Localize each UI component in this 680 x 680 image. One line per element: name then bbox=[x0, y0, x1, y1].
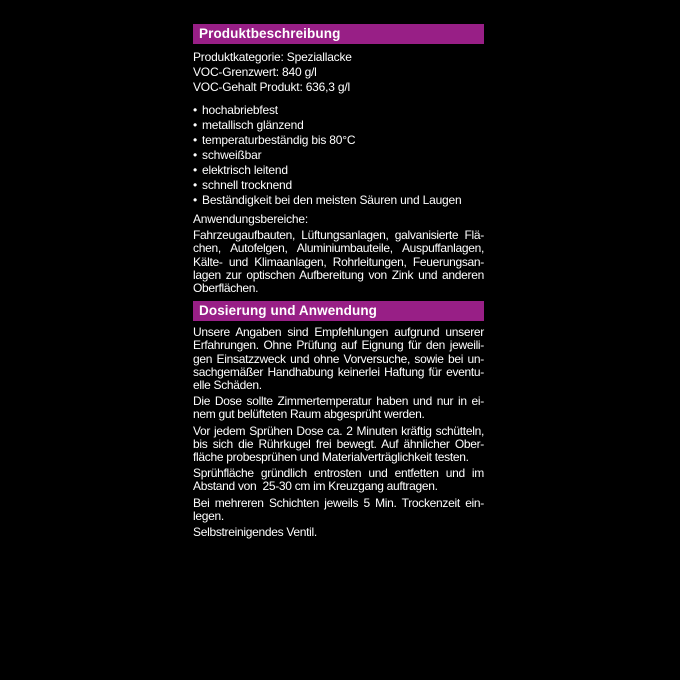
text-line: Kälte- und Klimaanlagen, Rohrleitungen, Feuerungsan- bbox=[193, 254, 484, 269]
dosage-title: Dosierung und Anwendung bbox=[199, 303, 378, 319]
paragraph bbox=[193, 395, 484, 421]
bullet-item: • schweißbar bbox=[193, 148, 484, 163]
section-product-description bbox=[193, 24, 484, 295]
product-description-header-bar bbox=[193, 24, 484, 44]
paragraph bbox=[193, 425, 484, 465]
text-line: Fahrzeugaufbauten, Lüftungsanlagen, galvanisierte Flä- bbox=[193, 228, 484, 243]
bullet-item: • metallisch glänzend bbox=[193, 118, 484, 133]
text-line: chen, Autofelgen, Aluminiumbauteile, Auspuffanlagen, bbox=[193, 241, 484, 256]
text-line: VOC-Gehalt Produkt: 636,3 g/l bbox=[193, 80, 350, 94]
bullet-item: • temperaturbeständig bis 80°C bbox=[193, 133, 484, 148]
bullet-item: • Beständigkeit bei den meisten Säuren und Laugen bbox=[193, 193, 484, 208]
text-line: Erfahrungen. Ohne Prüfung auf Eignung für den jeweili- bbox=[193, 338, 484, 353]
dosage-instructions bbox=[193, 326, 484, 539]
paragraph bbox=[193, 467, 484, 493]
text-line: VOC-Grenzwert: 840 g/l bbox=[193, 65, 317, 79]
text-line: Selbstreinigendes Ventil. bbox=[193, 525, 317, 540]
paragraph bbox=[193, 526, 484, 539]
text-line: gen Einsatzzweck und ohne Vorversuche, sowie bei un- bbox=[193, 351, 484, 366]
bullet-item: • schnell trocknend bbox=[193, 178, 484, 193]
bullet-item: • hochabriebfest bbox=[193, 103, 484, 118]
bullet-item: • elektrisch leitend bbox=[193, 163, 484, 178]
dosage-header-bar bbox=[193, 301, 484, 321]
product-features-list bbox=[193, 103, 484, 208]
text-line: fläche probesprühen und Materialverträglichkeit testen. bbox=[193, 450, 469, 465]
text-line: Bei mehreren Schichten jeweils 5 Min. Trockenzeit ein- bbox=[193, 495, 484, 510]
text-line: Abstand von 25-30 cm im Kreuzgang auftragen. bbox=[193, 479, 438, 494]
text-line: nem gut belüfteten Raum abgesprüht werden. bbox=[193, 407, 425, 422]
text-line: sachgemäßer Handhabung keinerlei Haftung für eventu- bbox=[193, 364, 484, 379]
text-line: Oberflächen. bbox=[193, 281, 259, 296]
text-line: bis sich die Rührkugel frei bewegt. Auf ähnlicher Ober- bbox=[193, 436, 484, 451]
text-line: elle Schäden. bbox=[193, 378, 262, 393]
paragraph bbox=[193, 326, 484, 392]
text-line: legen. bbox=[193, 508, 224, 523]
paragraph bbox=[193, 497, 484, 523]
product-datasheet bbox=[193, 24, 484, 539]
application-areas-paragraph bbox=[193, 229, 484, 295]
text-line: lagen zur optischen Aufbereitung von Zink und anderen bbox=[193, 267, 484, 282]
text-line: Produktkategorie: Speziallacke bbox=[193, 50, 352, 64]
text-line: Sprühfläche gründlich entrosten und entfetten und im bbox=[193, 466, 484, 481]
product-description-title: Produktbeschreibung bbox=[199, 26, 341, 41]
product-attributes bbox=[193, 50, 484, 95]
section-dosage-application bbox=[193, 301, 484, 539]
text-line: Unsere Angaben sind Empfehlungen aufgrund unserer bbox=[193, 325, 484, 340]
text-line: Vor jedem Sprühen Dose ca. 2 Minuten kräftig schütteln, bbox=[193, 423, 484, 438]
text-line: Die Dose sollte Zimmertemperatur haben und nur in ei- bbox=[193, 394, 484, 409]
application-areas-label: Anwendungsbereiche: bbox=[193, 212, 308, 226]
